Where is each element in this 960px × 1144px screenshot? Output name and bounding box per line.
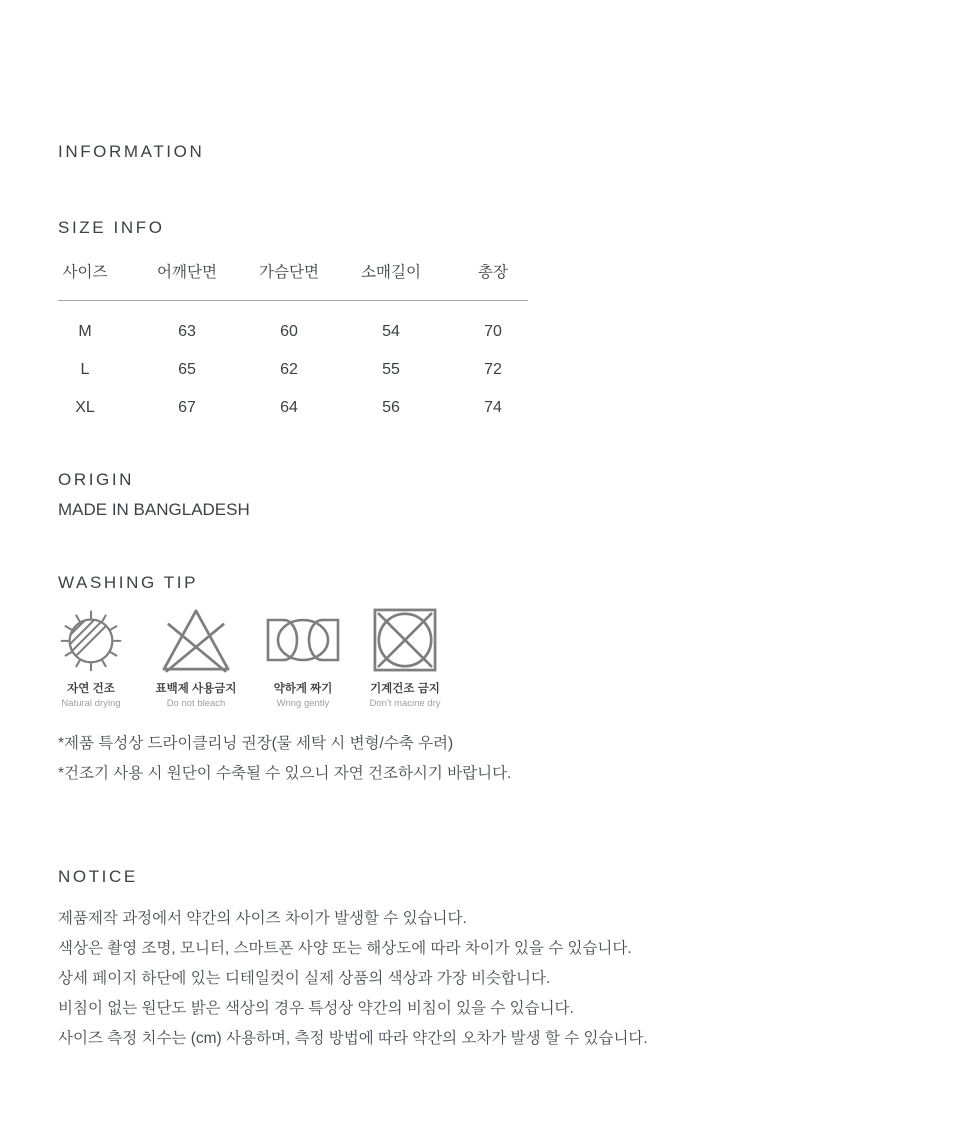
washing-label-en: Do not bleach xyxy=(166,698,226,709)
col-header-sleeve: 소매길이 xyxy=(361,264,421,281)
cell-value: 62 xyxy=(280,361,298,378)
col-header-shoulder: 어깨단면 xyxy=(157,264,217,281)
cell-value: 65 xyxy=(178,361,196,378)
washing-label-en: Natural drying xyxy=(61,698,121,709)
size-table xyxy=(58,260,528,427)
table-row xyxy=(34,389,544,427)
cell-value: 74 xyxy=(484,399,502,416)
col-header-chest: 가슴단면 xyxy=(259,264,319,281)
size-table-body xyxy=(58,301,528,427)
notice-lines xyxy=(58,904,902,1054)
washing-label-en: Wring gently xyxy=(276,698,330,709)
cell-value: 56 xyxy=(382,399,400,416)
size-label: XL xyxy=(75,399,95,416)
washing-figure-wring-gently xyxy=(263,605,343,709)
cell-value: 67 xyxy=(178,399,196,416)
notice-line: 색상은 촬영 조명, 모니터, 스마트폰 사양 또는 해상도에 따라 차이가 있을 수 있습니다. xyxy=(58,940,632,957)
no-machine-dry-icon xyxy=(373,605,437,675)
do-not-bleach-icon xyxy=(159,605,233,675)
washing-tip-section xyxy=(58,575,902,789)
wring-gently-icon xyxy=(265,605,341,675)
notice-line: 상세 페이지 하단에 있는 디테일컷이 실제 상품의 색상과 가장 비슷합니다. xyxy=(58,970,551,987)
washing-icon-row xyxy=(58,605,902,709)
cell-value: 63 xyxy=(178,323,196,340)
information-title: INFORMATION xyxy=(58,142,205,161)
cell-value: 54 xyxy=(382,323,400,340)
col-header-size: 사이즈 xyxy=(62,264,108,281)
origin-heading: ORIGIN xyxy=(58,470,135,489)
size-label: L xyxy=(80,361,90,378)
washing-note: *제품 특성상 드라이클리닝 권장(물 세탁 시 변형/수축 우려) xyxy=(58,735,454,752)
washing-label-ko: 약하게 짜기 xyxy=(273,683,333,695)
washing-figure-natural-dry xyxy=(58,605,124,709)
washing-tip-heading: WASHING TIP xyxy=(58,573,199,592)
notice-line: 제품제작 과정에서 약간의 사이즈 차이가 발생할 수 있습니다. xyxy=(58,910,467,927)
origin-section xyxy=(58,472,902,518)
table-row xyxy=(34,351,544,389)
size-label: M xyxy=(78,323,92,340)
notice-line: 사이즈 측정 치수는 (cm) 사용하며, 측정 방법에 따라 약간의 오차가 발생 할 수 있습니다. xyxy=(58,1030,648,1047)
col-header-length: 총장 xyxy=(478,264,508,281)
cell-value: 72 xyxy=(484,361,502,378)
notice-section xyxy=(58,869,902,1054)
cell-value: 64 xyxy=(280,399,298,416)
washing-label-ko: 자연 건조 xyxy=(67,683,115,695)
cell-value: 70 xyxy=(484,323,502,340)
size-info-heading: SIZE INFO xyxy=(58,218,165,237)
size-table-header xyxy=(58,260,528,301)
origin-value: MADE IN BANGLADESH xyxy=(58,500,250,519)
washing-notes xyxy=(58,729,902,789)
cell-value: 55 xyxy=(382,361,400,378)
washing-label-en: Don't macine dry xyxy=(369,698,441,709)
cell-value: 60 xyxy=(280,323,298,340)
washing-figure-do-not-bleach xyxy=(157,605,235,709)
table-row xyxy=(34,313,544,351)
notice-heading: NOTICE xyxy=(58,867,138,886)
washing-note: *건조기 사용 시 원단이 수축될 수 있으니 자연 건조하시기 바랍니다. xyxy=(58,765,512,782)
washing-label-ko: 기계건조 금지 xyxy=(370,683,440,695)
washing-figure-no-machine-dry xyxy=(370,605,440,709)
washing-label-ko: 표백제 사용금지 xyxy=(155,683,237,695)
size-info-section xyxy=(58,220,902,427)
natural-dry-icon xyxy=(59,605,123,675)
notice-line: 비침이 없는 원단도 밝은 색상의 경우 특성상 약간의 비침이 있을 수 있습니다. xyxy=(58,1000,574,1017)
